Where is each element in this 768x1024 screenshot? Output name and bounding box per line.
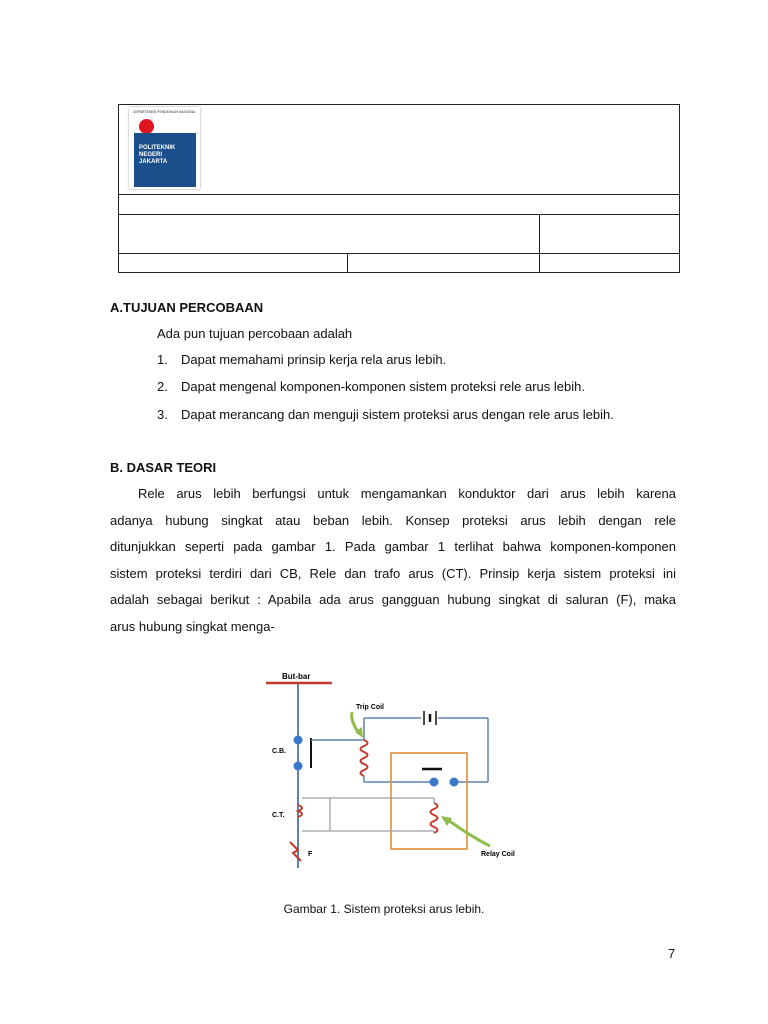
section-b-heading: B. DASAR TEORI [110, 460, 217, 475]
relay-coil [431, 803, 438, 833]
figure-caption: Gambar 1. Sistem proteksi arus lebih. [283, 902, 485, 916]
list-item-text: Dapat merancang dan menguji sistem proteksi arus dengan rele arus lebih. [181, 407, 614, 422]
paragraph-line: adanya hubung singkat atau beban lebih. Konsep proteksi arus lebih dengan rele [110, 512, 676, 528]
trip-coil [361, 740, 368, 776]
paragraph-line: Rele arus lebih berfungsi untuk mengamankan konduktor dari arus lebih karena [138, 486, 676, 501]
logo-line: NEGERI [139, 152, 163, 158]
fault-label: F [308, 851, 313, 858]
cb-node-bottom [294, 762, 303, 771]
relay-coil-arrow [448, 820, 490, 846]
logo-top-text: DEPARTEMEN PENDIDIKAN NASIONAL [133, 110, 196, 114]
paragraph-line: ditunjukkan seperti pada gambar 1. Pada gambar 1 terlihat bahwa komponen-komponen [110, 539, 676, 554]
ct-label: C.T. [272, 812, 285, 819]
relay-box [391, 753, 467, 849]
paragraph-line: sistem proteksi terdiri dari CB, Rele dan trafo arus (CT). Prinsip kerja sistem proteksi ini [110, 565, 676, 581]
paragraph-line: arus hubung singkat menga- [110, 618, 275, 634]
cb-node-top [294, 736, 303, 745]
page-number: 7 [668, 946, 676, 961]
cb-label: C.B. [272, 748, 286, 755]
relay-coil-label: Relay Coil [481, 851, 515, 858]
list-item-number: 1. [157, 352, 168, 367]
list-item-number: 2. [157, 379, 168, 394]
busbar-label: But-bar [282, 672, 311, 681]
logo-line: POLITEKNIK [139, 145, 176, 151]
logo-line: JAKARTA [139, 159, 168, 165]
list-item-text: Dapat mengenal komponen-komponen sistem proteksi rele arus lebih. [181, 379, 585, 394]
relay-contact-node-right [450, 778, 459, 787]
list-item-number: 3. [157, 407, 168, 422]
relay-contact-node-left [430, 778, 439, 787]
section-a-heading: A.TUJUAN PERCOBAAN [110, 300, 264, 315]
list-item-text: Dapat memahami prinsip kerja rela arus lebih. [181, 352, 447, 367]
fault-symbol [290, 842, 301, 861]
trip-coil-label: Trip Coil [356, 704, 384, 711]
section-a-intro: Ada pun tujuan percobaan adalah [157, 326, 353, 341]
paragraph-line: adalah sebagai berikut : Apabila ada arus gangguan hubung singkat di saluran (F), maka [110, 592, 676, 607]
